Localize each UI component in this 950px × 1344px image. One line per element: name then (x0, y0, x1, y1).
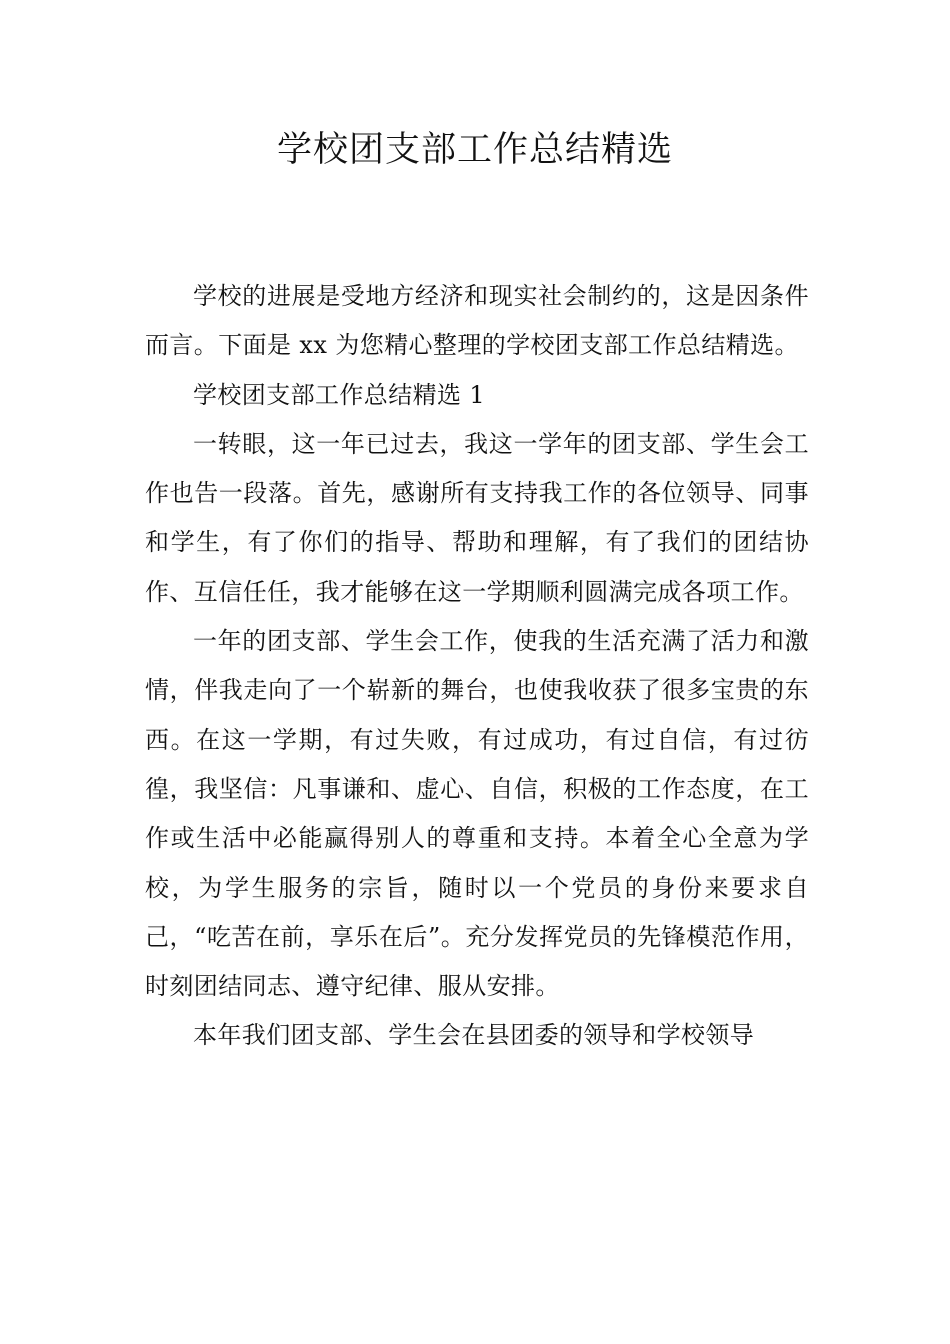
section-heading: 学校团支部工作总结精选 1 (193, 380, 486, 409)
body-paragraph: 本年我们团支部、学生会在县团委的领导和学校领导 (193, 1021, 755, 1050)
document-title: 学校团支部工作总结精选 (276, 130, 673, 170)
body-paragraph: 一年的团支部、学生会工作，使我的生活充满了活力和激情，伴我走向了一个崭新的舞台，也使我收获了很多宝贵的东西。在这一学期，有过失败，有过成功，有过自信，有过彷徨，我坚信：凡事谦和、虚心、自信，积极的工作态度，在工作或生活中必能赢得别人的尊重和支持。本着全心全意为学校，为学生服务的宗旨，随时以一个党员的身份来要求自己，“吃苦在前，享乐在后”。充分发挥党员的先锋模范作用，时刻团结同志、遵守纪律、服从安排。 (145, 627, 809, 1001)
document-body (145, 272, 809, 1061)
body-paragraph: 一转眼，这一年已过去，我这一学年的团支部、学生会工作也告一段落。首先，感谢所有支持我工作的各位领导、同事和学生，有了你们的指导、帮助和理解，有了我们的团结协作、互信任任，我才能够在这一学期顺利圆满完成各项工作。 (145, 429, 809, 606)
intro-paragraph: 学校的进展是受地方经济和现实社会制约的，这是因条件而言。下面是 xx 为您精心整理的学校团支部工作总结精选。 (145, 282, 809, 360)
